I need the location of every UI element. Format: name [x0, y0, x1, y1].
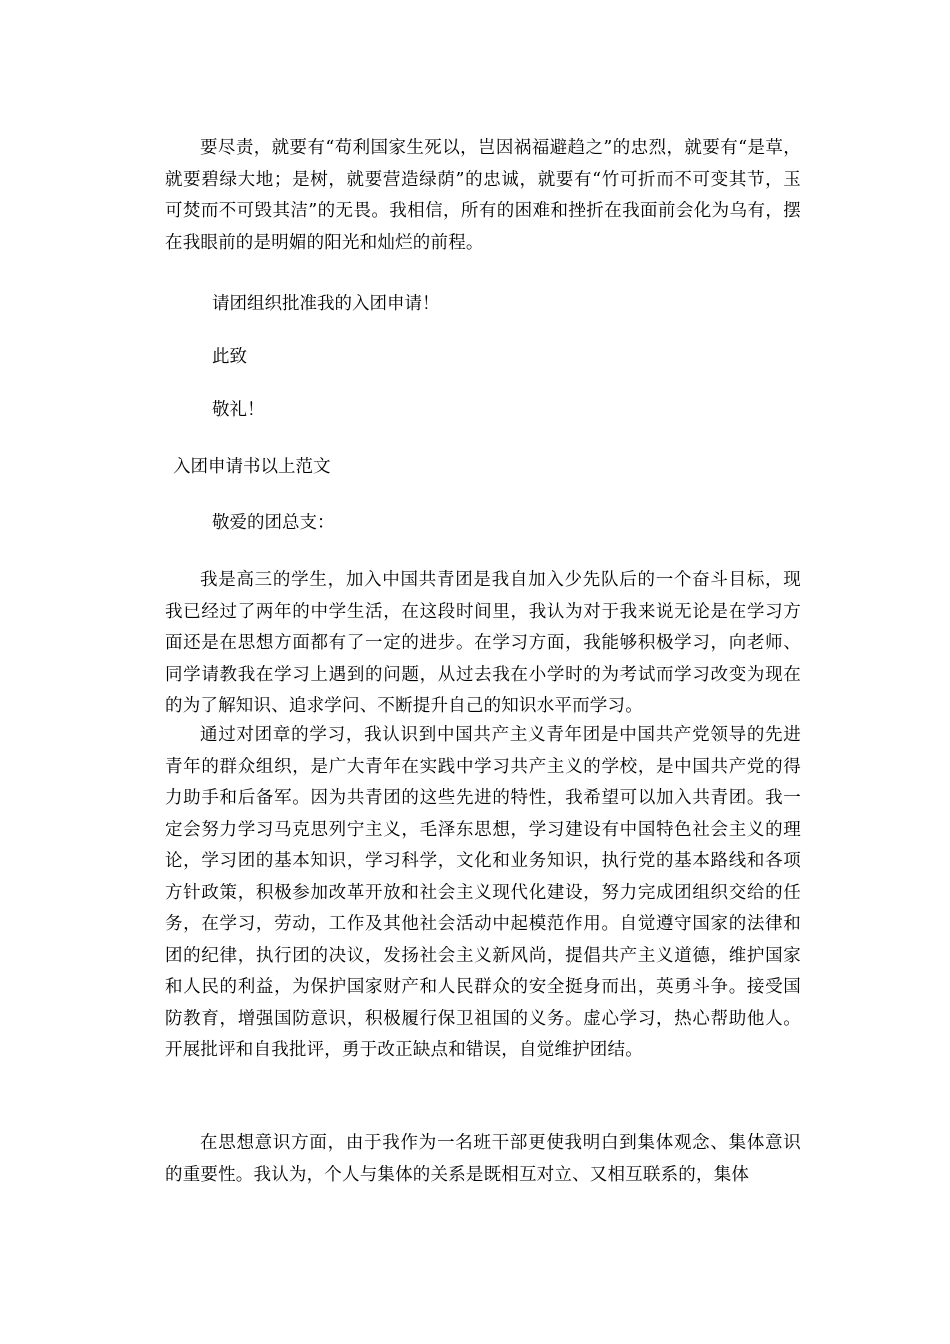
paragraph-duty: 要尽责，就要有“苟利国家生死以，岂因祸福避趋之”的忠烈，就要有“是草，就要碧绿大地；是树，就要营造绿荫”的忠诚，就要有“竹可折而不可变其节，玉可焚而不可毁其洁”的无畏。我相信，所有的困难和挫折在我面前会化为乌有，摆在我眼前的是明媚的阳光和灿烂的前程。: [165, 138, 801, 253]
paragraph-league-charter: 通过对团章的学习，我认识到中国共产主义青年团是中国共产党领导的先进青年的群众组织，是广大青年在实践中学习共产主义的学校，是中国共产党的得力助手和后备军。因为共青团的这些先进的特性，我希望可以加入共青团。我一定会努力学习马克思列宁主义，毛泽东思想，学习建设有中国特色社会主义的理论，学习团的基本知识，学习科学，文化和业务知识，执行党的基本路线和各项方针政策，积极参加改革开放和社会主义现代化建设，努力完成团组织交给的任务，在学习，劳动，工作及其他社会活动中起模范作用。自觉遵守国家的法律和团的纪律，执行团的决议，发扬社会主义新风尚，提倡共产主义道德，维护国家和人民的利益，为保护国家财产和人民群众的安全挺身而出，英勇斗争。接受国防教育，增强国防意识，积极履行保卫祖国的义务。虚心学习，热心帮助他人。开展批评和自我批评，勇于改正缺点和错误，自觉维护团结。: [165, 725, 801, 1060]
closing-cizhi: 此致: [212, 347, 247, 367]
closing-jingli: 敬礼！: [212, 400, 265, 420]
paragraph-ideology: 在思想意识方面，由于我作为一名班干部更使我明白到集体观念、集体意识的重要性。我认为，个人与集体的关系是既相互对立、又相互联系的，集体: [165, 1133, 801, 1185]
salutation: 敬爱的团总支：: [212, 513, 335, 533]
section-title: 入团申请书以上范文: [173, 457, 331, 477]
paragraph-request: 请团组织批准我的入团申请！: [212, 294, 440, 314]
paragraph-study: 我是高三的学生，加入中国共青团是我自加入少先队后的一个奋斗目标，现我已经过了两年的中学生活，在这段时间里，我认为对于我来说无论是在学习方面还是在思想方面都有了一定的进步。在学习方面，我能够积极学习，向老师、同学请教我在学习上遇到的问题，从过去我在小学时的为考试而学习改变为现在的为了解知识、追求学问、不断提升自己的知识水平而学习。: [165, 570, 801, 716]
